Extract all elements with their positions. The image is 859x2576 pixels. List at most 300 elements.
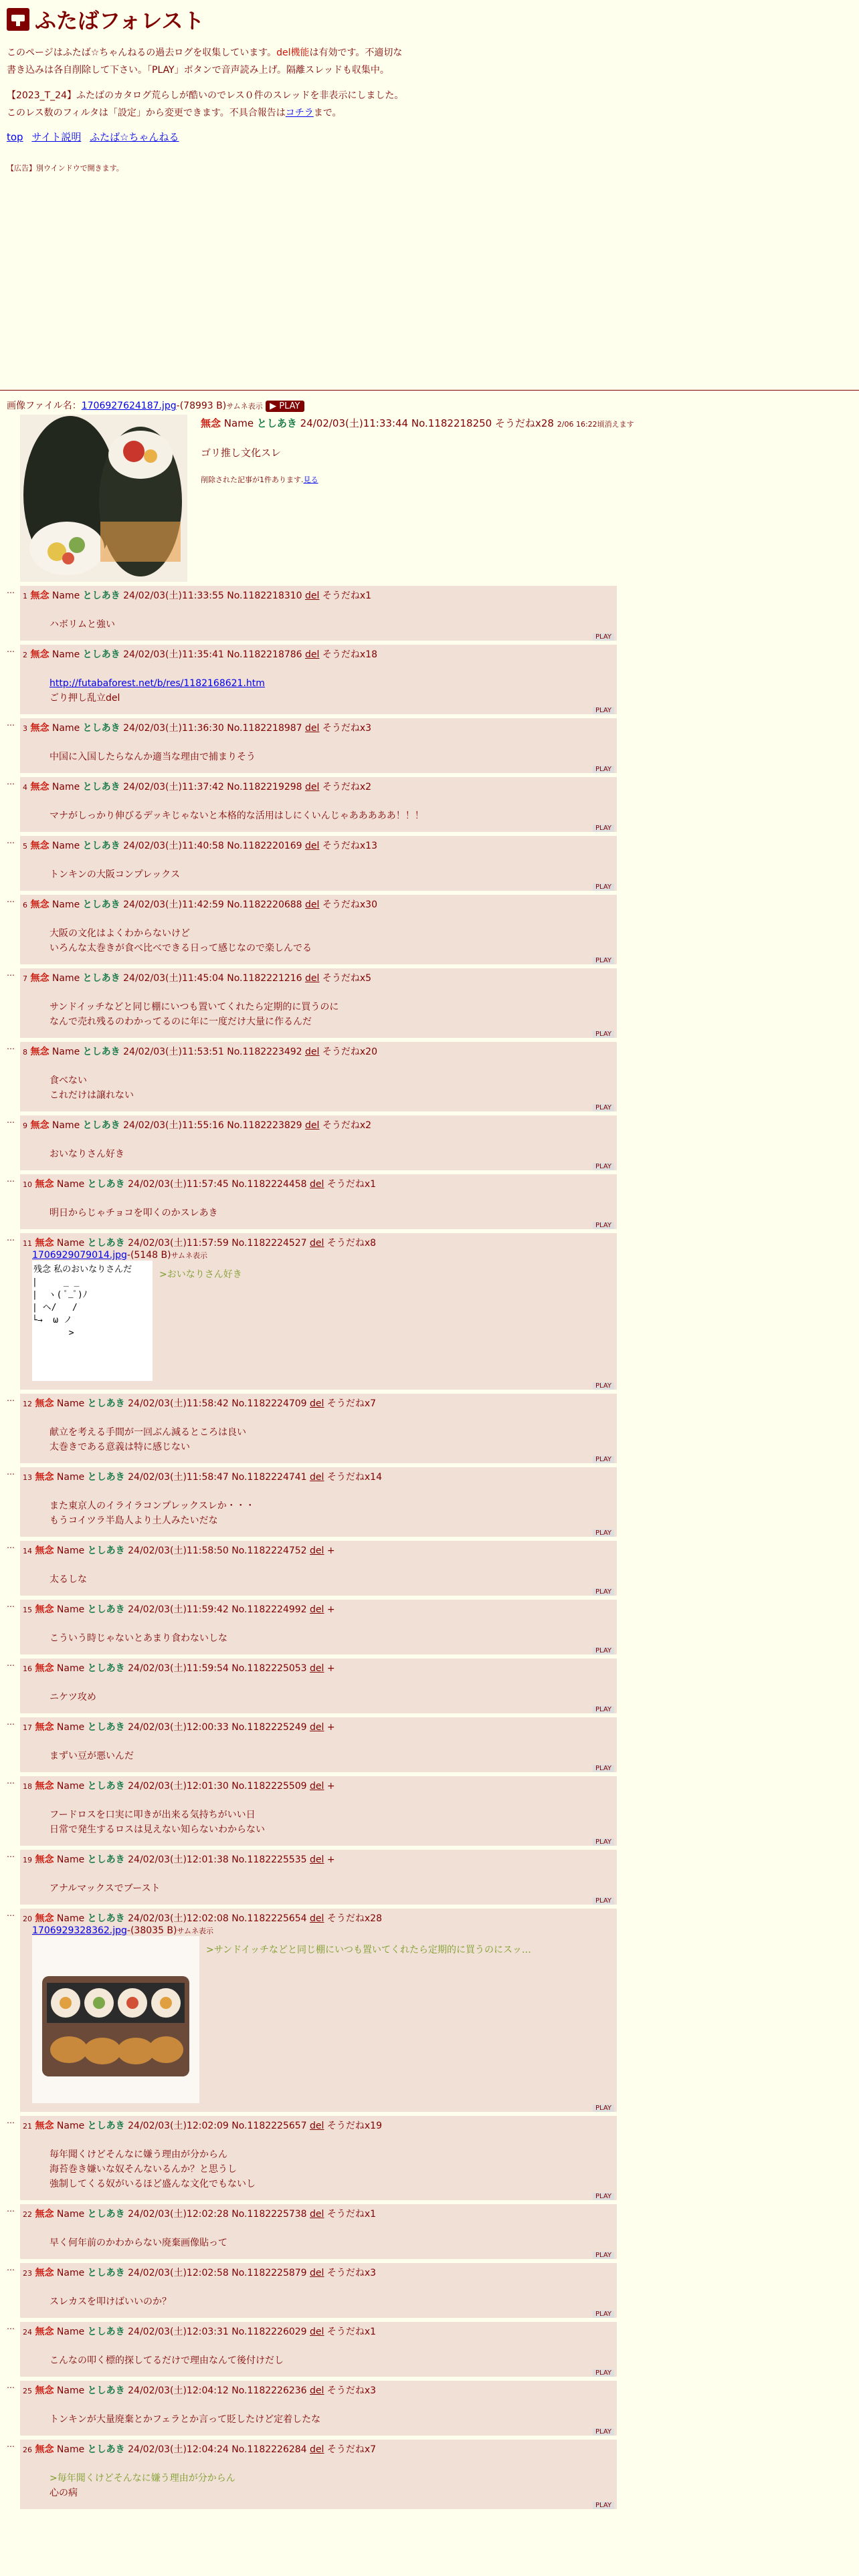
reply-post <box>20 895 617 964</box>
soudane-button[interactable]: そうだねx13 <box>322 841 377 851</box>
reply-no: No.1182218786 <box>227 649 302 660</box>
reply-post <box>20 1658 617 1713</box>
reply-menu-icon[interactable]: … <box>7 1467 15 1477</box>
reply-menu-icon[interactable]: … <box>7 1174 15 1184</box>
reply-header: 6 無念 Name としあき 24/02/03(土)11:42:59 No.1182220688 del そうだねx30 <box>23 899 377 910</box>
reply-no: No.1182224992 <box>231 1604 307 1615</box>
reply-header: 22 無念 Name としあき 24/02/03(土)12:02:28 No.1182225738 del そうだねx1 <box>23 2209 377 2220</box>
reply-menu-icon[interactable]: … <box>7 836 15 845</box>
reply-post <box>20 2440 617 2509</box>
reply-date: 24/02/03(土)11:59:42 <box>128 1604 229 1615</box>
reply-message: 明日からじゃチョコを叩くのかスレあき <box>50 1208 218 1218</box>
play-button[interactable]: PLAY <box>593 2105 614 2112</box>
soudane-button[interactable]: そうだねx28 <box>326 1913 382 1924</box>
reply-row <box>7 1394 617 1463</box>
del-link[interactable]: del <box>310 2327 324 2337</box>
reply-number: 17 <box>23 1723 32 1732</box>
reply-date: 24/02/03(土)11:59:54 <box>128 1663 229 1674</box>
play-button[interactable]: PLAY <box>593 957 614 964</box>
reply-post <box>20 586 617 641</box>
play-button[interactable]: PLAY <box>593 1031 614 1038</box>
del-link[interactable]: del <box>310 1781 324 1792</box>
reply-message: 中国に入国したらなんか適当な理由で捕まりそう <box>50 752 256 762</box>
del-link[interactable]: del <box>305 973 320 984</box>
soudane-button[interactable]: そうだねx20 <box>322 1047 377 1057</box>
reply-menu-icon[interactable]: … <box>7 1394 15 1403</box>
reply-row <box>7 2440 617 2509</box>
reply-list <box>7 586 617 2513</box>
reply-menu-icon[interactable]: … <box>7 1658 15 1668</box>
reply-number: 15 <box>23 1606 32 1614</box>
reply-number: 20 <box>23 1915 32 1923</box>
soudane-button[interactable]: そうだねx7 <box>326 1398 377 1409</box>
reply-menu-icon[interactable]: … <box>7 895 15 904</box>
reply-no: No.1182218310 <box>227 591 302 601</box>
reply-row <box>7 1042 617 1111</box>
reply-row <box>7 1467 617 1537</box>
header-divider <box>0 390 859 391</box>
reply-header: 8 無念 Name としあき 24/02/03(土)11:53:51 No.1182223492 del そうだねx20 <box>23 1047 377 1057</box>
reply-row <box>7 1717 617 1772</box>
del-link[interactable]: del <box>305 591 320 601</box>
show-deleted-link[interactable]: 見る <box>303 475 318 484</box>
reply-date: 24/02/03(土)11:55:16 <box>123 1120 224 1131</box>
play-button[interactable]: PLAY <box>593 2428 614 2436</box>
reply-row <box>7 1600 617 1654</box>
play-button[interactable]: PLAY <box>593 1765 614 1772</box>
reply-number: 1 <box>23 592 27 601</box>
ad-notice: 【広告】別ウインドウで開きます。 <box>7 164 124 173</box>
soudane-button[interactable]: + <box>326 1854 335 1865</box>
play-button[interactable]: PLAY <box>593 1529 614 1537</box>
del-link[interactable]: del <box>310 1398 324 1409</box>
reply-row <box>7 968 617 1038</box>
reply-date: 24/02/03(土)11:57:59 <box>128 1238 229 1249</box>
reply-date: 24/02/03(土)11:58:42 <box>128 1398 229 1409</box>
reply-post <box>20 2204 617 2259</box>
reply-no: No.1182223829 <box>227 1120 302 1131</box>
reply-row <box>7 1776 617 1846</box>
reply-row <box>7 836 617 891</box>
play-button[interactable]: PLAY <box>593 883 614 891</box>
reply-date: 24/02/03(土)11:57:45 <box>128 1179 229 1190</box>
reply-date: 24/02/03(土)12:01:38 <box>128 1854 229 1865</box>
reply-post <box>20 2263 617 2318</box>
reply-file-line: 1706929079014.jpg-(5148 B)サムネ表示 <box>32 1250 208 1261</box>
reply-menu-icon[interactable]: … <box>7 645 15 654</box>
site-logo-icon <box>7 8 29 31</box>
del-link[interactable]: del <box>310 1913 324 1924</box>
reply-number: 7 <box>23 974 27 983</box>
reply-header: 4 無念 Name としあき 24/02/03(土)11:37:42 No.1182219298 del そうだねx2 <box>23 782 372 792</box>
play-button[interactable]: PLAY <box>593 1647 614 1654</box>
soudane-button[interactable]: そうだねx8 <box>326 1238 377 1249</box>
reply-no: No.1182221216 <box>227 973 302 984</box>
del-link[interactable]: del <box>305 841 320 851</box>
reply-message: 大阪の文化はよくわからないけど いろんな太巻きが食べ比べできる日って感じなので楽しんでる <box>50 928 312 954</box>
reply-header: 18 無念 Name としあき 24/02/03(土)12:01:30 No.1182225509 del + <box>23 1781 335 1792</box>
soudane-button[interactable]: + <box>326 1722 335 1733</box>
reply-post <box>20 645 617 714</box>
reply-menu-icon[interactable]: … <box>7 1115 15 1125</box>
reply-header: 24 無念 Name としあき 24/02/03(土)12:03:31 No.1182226029 del そうだねx1 <box>23 2327 377 2337</box>
reply-row <box>7 1233 617 1390</box>
reply-date: 24/02/03(土)11:36:30 <box>123 723 224 734</box>
reply-post <box>20 2381 617 2436</box>
reply-date: 24/02/03(土)12:02:08 <box>128 1913 229 1924</box>
reply-message: こういう時じゃないとあまり食わないしな <box>50 1633 227 1644</box>
reply-header: 20 無念 Name としあき 24/02/03(土)12:02:08 No.1182225654 del そうだねx28 <box>23 1913 382 1924</box>
soudane-button[interactable]: そうだねx30 <box>322 899 377 910</box>
reply-post <box>20 1909 617 2112</box>
thumb-label[interactable]: サムネ表示 <box>177 1927 213 1935</box>
reply-message: 食べない これだけは譲れない <box>50 1075 134 1101</box>
reply-message: トンキンが大量廃棄とかフェラとか言って貶したけど定着したな <box>50 2414 321 2425</box>
reply-date: 24/02/03(土)11:35:41 <box>123 649 224 660</box>
op-message: ゴリ推し文化スレ <box>201 447 282 459</box>
reply-header: 19 無念 Name としあき 24/02/03(土)12:01:38 No.1182225535 del + <box>23 1854 335 1865</box>
nav-about-link[interactable]: サイト説明 <box>31 131 82 143</box>
reply-message: >おいなりさん好き <box>159 1269 242 1280</box>
del-link[interactable]: del <box>310 1854 324 1865</box>
op-header-line: 無念 Name としあき 24/02/03(土)11:33:44 No.1182218250 そうだねx28 2/06 16:22頃消えます <box>201 417 634 429</box>
reply-no: No.1182226236 <box>231 2385 307 2396</box>
reply-no: No.1182224752 <box>231 1545 307 1556</box>
soudane-button[interactable]: そうだねx2 <box>322 782 372 792</box>
reply-message: ニケツ攻め <box>50 1692 96 1703</box>
reply-menu-icon[interactable]: … <box>7 2381 15 2390</box>
reply-menu-icon[interactable]: … <box>7 2263 15 2272</box>
reply-number: 3 <box>23 724 27 733</box>
reply-menu-icon[interactable]: … <box>7 2322 15 2331</box>
reply-row <box>7 895 617 964</box>
reply-row <box>7 1850 617 1905</box>
reply-no: No.1182226284 <box>231 2444 307 2455</box>
reply-header: 23 無念 Name としあき 24/02/03(土)12:02:58 No.1182225879 del そうだねx3 <box>23 2268 377 2278</box>
reply-link[interactable]: http://futabaforest.net/b/res/1182168621.htm <box>50 678 265 689</box>
play-button[interactable]: PLAY <box>593 1104 614 1111</box>
del-link[interactable]: del <box>310 2268 324 2278</box>
reply-row <box>7 1909 617 2112</box>
reply-number: 14 <box>23 1547 32 1555</box>
del-link[interactable]: del <box>310 1472 324 1483</box>
reply-post <box>20 1042 617 1111</box>
reply-post <box>20 836 617 891</box>
reply-date: 24/02/03(土)11:42:59 <box>123 899 224 910</box>
reply-message: まずい豆が悪いんだ <box>50 1751 134 1761</box>
reply-header: 14 無念 Name としあき 24/02/03(土)11:58:50 No.1182224752 del + <box>23 1545 335 1556</box>
soudane-button[interactable]: そうだねx1 <box>326 1179 377 1190</box>
reply-menu-icon[interactable]: … <box>7 777 15 786</box>
reply-number: 24 <box>23 2328 32 2337</box>
op-image[interactable] <box>20 415 187 582</box>
soudane-button[interactable]: そうだねx1 <box>326 2209 377 2220</box>
reply-menu-icon[interactable]: … <box>7 2204 15 2214</box>
reply-no: No.1182224709 <box>231 1398 307 1409</box>
reply-post <box>20 777 617 832</box>
reply-post <box>20 1233 617 1390</box>
reply-header: 15 無念 Name としあき 24/02/03(土)11:59:42 No.1182224992 del + <box>23 1604 335 1615</box>
reply-no: No.1182225509 <box>231 1781 307 1792</box>
play-button[interactable]: PLAY <box>593 633 614 641</box>
del-link[interactable]: del <box>310 1238 324 1249</box>
op-body <box>201 417 843 485</box>
reply-message: 毎年聞くけどそんなに嫌う理由が分からん 海苔巻き嫌いな奴そんないるんか？と思うし 強制してくる奴がいるほど盛んな文化でもないし <box>50 2149 256 2189</box>
del-link[interactable]: del <box>310 2385 324 2396</box>
play-button[interactable]: PLAY <box>593 2252 614 2259</box>
reply-file-link[interactable]: 1706929079014.jpg <box>32 1250 127 1261</box>
reply-row <box>7 1174 617 1229</box>
reply-no: No.1182226029 <box>231 2327 307 2337</box>
reply-header: 25 無念 Name としあき 24/02/03(土)12:04:12 No.1182226236 del そうだねx3 <box>23 2385 377 2396</box>
reply-row <box>7 2263 617 2318</box>
reply-message: こんなの叩く標的探してるだけで理由なんて後付けだし <box>50 2355 284 2366</box>
reply-number: 22 <box>23 2210 32 2219</box>
op-soudane[interactable]: そうだねx28 <box>495 417 554 429</box>
del-link[interactable]: del <box>310 1545 324 1556</box>
play-button[interactable]: PLAY <box>593 766 614 773</box>
op-thumb-label[interactable]: サムネ表示 <box>226 402 263 411</box>
del-link[interactable]: del <box>310 2444 324 2455</box>
soudane-button[interactable]: そうだねx3 <box>326 2385 377 2396</box>
soudane-button[interactable]: そうだねx14 <box>326 1472 382 1483</box>
reply-date: 24/02/03(土)11:58:47 <box>128 1472 229 1483</box>
reply-menu-icon[interactable]: … <box>7 1042 15 1051</box>
reply-header: 7 無念 Name としあき 24/02/03(土)11:45:04 No.1182221216 del そうだねx5 <box>23 973 372 984</box>
reply-message: おいなりさん好き <box>50 1149 124 1160</box>
play-button[interactable]: PLAY <box>593 1456 614 1463</box>
reply-row <box>7 645 617 714</box>
play-button[interactable]: PLAY <box>593 1163 614 1170</box>
reply-post <box>20 2322 617 2377</box>
reply-menu-icon[interactable]: … <box>7 2116 15 2125</box>
reply-no: No.1182225535 <box>231 1854 307 1865</box>
reply-number: 21 <box>23 2122 32 2131</box>
reply-menu-icon[interactable]: … <box>7 1541 15 1550</box>
report-link[interactable]: コチラ <box>285 108 314 118</box>
play-button[interactable]: PLAY <box>593 2369 614 2377</box>
play-button[interactable]: PLAY <box>593 1838 614 1846</box>
play-button[interactable]: PLAY <box>593 825 614 832</box>
site-title-bar <box>7 4 852 35</box>
op-file-link[interactable]: 1706927624187.jpg <box>81 401 177 411</box>
play-button[interactable]: PLAY <box>593 1382 614 1390</box>
reply-message: スレカスを叩けばいいのか？ <box>50 2296 171 2307</box>
play-button[interactable]: PLAY <box>593 2193 614 2200</box>
reply-date: 24/02/03(土)11:53:51 <box>123 1047 224 1057</box>
del-link[interactable]: del <box>310 2121 324 2131</box>
reply-header: 3 無念 Name としあき 24/02/03(土)11:36:30 No.1182218987 del そうだねx3 <box>23 723 372 734</box>
reply-row <box>7 718 617 773</box>
reply-message: http://futabaforest.net/b/res/1182168621.htm ごり押し乱立del <box>50 676 614 706</box>
reply-no: No.1182220169 <box>227 841 302 851</box>
op-play-button[interactable]: ▶ PLAY <box>266 401 304 412</box>
thumb-label[interactable]: サムネ表示 <box>171 1251 208 1260</box>
reply-menu-icon[interactable]: … <box>7 1909 15 1918</box>
reply-header: 5 無念 Name としあき 24/02/03(土)11:40:58 No.1182220169 del そうだねx13 <box>23 841 377 851</box>
reply-date: 24/02/03(土)12:04:12 <box>128 2385 229 2396</box>
reply-row <box>7 586 617 641</box>
soudane-button[interactable]: そうだねx18 <box>322 649 377 660</box>
reply-number: 4 <box>23 783 27 792</box>
reply-message: フードロスを口実に叩きが出来る気持ちがいい日 日常で発生するロスは見えない知らないわからない <box>50 1810 265 1835</box>
play-button[interactable]: PLAY <box>593 2502 614 2509</box>
reply-header: 9 無念 Name としあき 24/02/03(土)11:55:16 No.1182223829 del そうだねx2 <box>23 1120 372 1131</box>
reply-post <box>20 1776 617 1846</box>
reply-file-link[interactable]: 1706929328362.jpg <box>32 1925 127 1936</box>
reply-number: 16 <box>23 1665 32 1673</box>
reply-row <box>7 2204 617 2259</box>
reply-message: アナルマックスでブースト <box>50 1883 161 1894</box>
reply-post <box>20 1467 617 1537</box>
reply-row <box>7 1658 617 1713</box>
reply-message: 太るしな <box>50 1574 87 1585</box>
reply-number: 13 <box>23 1473 32 1482</box>
reply-row <box>7 2322 617 2377</box>
reply-row <box>7 2381 617 2436</box>
op-post <box>7 399 856 484</box>
reply-number: 11 <box>23 1239 32 1248</box>
del-link[interactable]: del <box>310 1604 324 1615</box>
reply-menu-icon[interactable]: … <box>7 1233 15 1243</box>
play-button[interactable]: PLAY <box>593 2311 614 2318</box>
del-link[interactable]: del <box>305 723 320 734</box>
reply-number: 12 <box>23 1400 32 1408</box>
reply-number: 18 <box>23 1782 32 1791</box>
del-link[interactable]: del <box>305 649 320 660</box>
play-button[interactable]: PLAY <box>593 1222 614 1229</box>
site-title: ふたばフォレスト <box>35 8 205 33</box>
reply-menu-icon[interactable]: … <box>7 586 15 595</box>
reply-quote: >毎年聞くけどそんなに嫌う理由が分からん <box>50 2473 235 2484</box>
reply-menu-icon[interactable]: … <box>7 1600 15 1609</box>
reply-header: 17 無念 Name としあき 24/02/03(土)12:00:33 No.1182225249 del + <box>23 1722 335 1733</box>
reply-date: 24/02/03(土)12:02:58 <box>128 2268 229 2278</box>
play-button[interactable]: PLAY <box>593 1706 614 1713</box>
reply-no: No.1182225654 <box>231 1913 307 1924</box>
reply-header: 16 無念 Name としあき 24/02/03(土)11:59:54 No.1182225053 del + <box>23 1663 335 1674</box>
reply-menu-icon[interactable]: … <box>7 968 15 978</box>
reply-number: 10 <box>23 1180 32 1189</box>
soudane-button[interactable]: そうだねx3 <box>322 723 372 734</box>
reply-date: 24/02/03(土)12:03:31 <box>128 2327 229 2337</box>
del-link[interactable]: del <box>310 1179 324 1190</box>
reply-post <box>20 1600 617 1654</box>
reply-number: 19 <box>23 1856 32 1864</box>
nav-top-link[interactable]: top <box>7 131 23 143</box>
reply-menu-icon[interactable]: … <box>7 2440 15 2449</box>
site-notice: 【2023_T_24】ふたばのカタログ荒らしが酷いのでレス０件のスレッドを非表示にしました。このレス数のフィルタは「設定」から変更できます。不具合報告はコチラまで。 <box>7 90 404 118</box>
soudane-button[interactable]: そうだねx2 <box>322 1120 372 1131</box>
reply-message: 献立を考える手間が一回ぶん減るところは良い 太巻きである意義は特に感じない <box>50 1427 246 1453</box>
reply-no: No.1182225879 <box>231 2268 307 2278</box>
reply-message: ハボリムと強い <box>50 619 115 630</box>
reply-no: No.1182224458 <box>231 1179 307 1190</box>
reply-no: No.1182224527 <box>231 1238 307 1249</box>
reply-header: 2 無念 Name としあき 24/02/03(土)11:35:41 No.1182218786 del そうだねx18 <box>23 649 377 660</box>
soudane-button[interactable]: そうだねx3 <box>326 2268 377 2278</box>
reply-row <box>7 1541 617 1596</box>
reply-file-line: 1706929328362.jpg-(38035 B)サムネ表示 <box>32 1925 213 1936</box>
del-link[interactable]: del <box>310 2209 324 2220</box>
soudane-button[interactable]: そうだねx5 <box>322 973 372 984</box>
reply-row <box>7 777 617 832</box>
reply-no: No.1182225249 <box>231 1722 307 1733</box>
reply-post <box>20 1717 617 1772</box>
reply-menu-icon[interactable]: … <box>7 1776 15 1786</box>
del-link[interactable]: del <box>310 1722 324 1733</box>
op-file-line: 画像ファイル名：1706927624187.jpg-(78993 B)サムネ表示 ▶ PLAY <box>7 399 856 412</box>
reply-date: 24/02/03(土)11:37:42 <box>123 782 224 792</box>
reply-number: 9 <box>23 1121 27 1130</box>
reply-menu-icon[interactable]: … <box>7 718 15 728</box>
reply-date: 24/02/03(土)12:04:24 <box>128 2444 229 2455</box>
reply-header: 13 無念 Name としあき 24/02/03(土)11:58:47 No.1182224741 del そうだねx14 <box>23 1472 382 1483</box>
reply-post <box>20 1394 617 1463</box>
reply-number: 2 <box>23 651 27 659</box>
reply-number: 23 <box>23 2269 32 2278</box>
del-link[interactable]: del <box>305 1120 320 1131</box>
reply-number: 25 <box>23 2387 32 2395</box>
page-header <box>0 0 859 173</box>
reply-message: トンキンの大阪コンプレックス <box>50 869 181 880</box>
reply-row <box>7 2116 617 2200</box>
reply-post <box>20 2116 617 2200</box>
nav-futaba-link[interactable]: ふたば☆ちゃんねる <box>90 131 179 143</box>
reply-row <box>7 1115 617 1170</box>
soudane-button[interactable]: そうだねx19 <box>326 2121 382 2131</box>
play-button[interactable]: PLAY <box>593 1588 614 1596</box>
reply-no: No.1182225657 <box>231 2121 307 2131</box>
reply-date: 24/02/03(土)11:45:04 <box>123 973 224 984</box>
del-link[interactable]: del <box>305 782 320 792</box>
soudane-button[interactable]: + <box>326 1781 335 1792</box>
soudane-button[interactable]: そうだねx1 <box>326 2327 377 2337</box>
site-description: このページはふたば☆ちゃんねるの過去ログを収集しています。del機能は有効です。不適切な書き込みは各自削除して下さい。「PLAY」ボタンで音声読み上げ。隔離スレッドも収集中。 <box>7 47 403 76</box>
reply-message: サンドイッチなどと同じ棚にいつも置いてくれたら定期的に買うのに なんで売れ残るのわかってるのに年に一度だけ大量に作るんだ <box>50 1002 339 1027</box>
soudane-button[interactable]: + <box>326 1604 335 1615</box>
reply-no: No.1182219298 <box>227 782 302 792</box>
del-link[interactable]: del <box>310 1663 324 1674</box>
soudane-button[interactable]: そうだねx7 <box>326 2444 377 2455</box>
reply-number: 8 <box>23 1048 27 1057</box>
reply-header: 11 無念 Name としあき 24/02/03(土)11:57:59 No.1182224527 del そうだねx8 <box>23 1238 377 1249</box>
reply-post <box>20 718 617 773</box>
del-link[interactable]: del <box>305 1047 320 1057</box>
reply-image[interactable] <box>32 1936 199 2103</box>
reply-post <box>20 1115 617 1170</box>
reply-post <box>20 1850 617 1905</box>
soudane-button[interactable]: + <box>326 1545 335 1556</box>
reply-image[interactable]: 残念 私のおいなりさんだ | _ _ | ヽ( ﾟ_ﾟ)ﾉ | ヘ/ / └→ ω ノ > <box>32 1261 153 1381</box>
reply-menu-icon[interactable]: … <box>7 1850 15 1859</box>
reply-post <box>20 1541 617 1596</box>
play-button[interactable]: PLAY <box>593 1897 614 1905</box>
reply-date: 24/02/03(土)11:33:55 <box>123 591 224 601</box>
del-link[interactable]: del <box>305 899 320 910</box>
play-button[interactable]: PLAY <box>593 707 614 714</box>
soudane-button[interactable]: + <box>326 1663 335 1674</box>
soudane-button[interactable]: そうだねx1 <box>322 591 372 601</box>
reply-message: また東京人のイライラコンプレックスレか・・・ もうコイツラ半島人より土人みたいだな <box>50 1501 255 1526</box>
reply-post <box>20 1174 617 1229</box>
reply-date: 24/02/03(土)12:01:30 <box>128 1781 229 1792</box>
reply-number: 6 <box>23 901 27 909</box>
reply-no: No.1182225053 <box>231 1663 307 1674</box>
reply-menu-icon[interactable]: … <box>7 1717 15 1727</box>
reply-no: No.1182224741 <box>231 1472 307 1483</box>
reply-header: 12 無念 Name としあき 24/02/03(土)11:58:42 No.1182224709 del そうだねx7 <box>23 1398 377 1409</box>
